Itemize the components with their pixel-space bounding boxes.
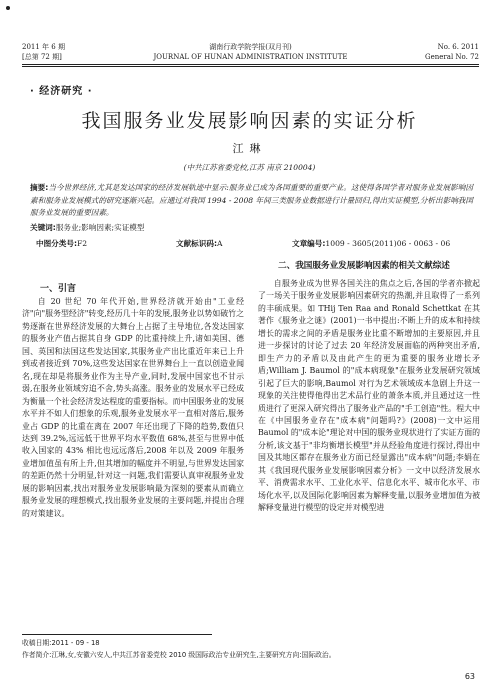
footnote-rule [22, 634, 212, 635]
keywords [30, 222, 473, 234]
body-paragraph: 自服务业成为世界各国关注的焦点之后,各国的学者亦掀起了一场关于服务业发展影响因素研究的热潮,并且取得了一系列的丰硕成果。如 THij Ten Raa and Ronald Schettkat 在其著作《服务业之谜》(2001)一书中提出:不断上升的成本和持续增长的需求之间的矛盾是服务业比重不断增加的主要原因,并且进一步探讨的讨论了过去 20 年经济发展面临的两种突出矛盾,即生产力的矛盾以及由此产生的更为重要的服务业增长矛盾;William J. Baumol 的"成本病现象"在服务业发展研究领域引起了巨大的影响,Baumol 对行为艺术领域成本急剧上升这一现象的关注使得他得出艺术品行业的萧条本质,并且通过这一性质进行了更深入研究得出了服务业产品的"手工创造"性。程大中在《中国服务业存在"成本病"问题吗?》(2008)一文中运用 Baumol 的"成本论"理论对中国的服务业现状进行了实证方面的分析,该文基于"非均衡增长模型"并从经验角度进行探讨,得出中国及其地区都存在服务业方面已经显露出"成本病"问题;李娟在其《我国现代服务业发展影响因素分析》一文中以经济发展水平、消费需求水平、工业化水平、信息化水平、城市化水平、市场化水平,以及国际化影响因素为解释变量,以服务业增加值为被解释变量进行模型的设定并对模型进 [258, 279, 480, 513]
journal-name-en: JOURNAL OF HUNAN ADMINISTRATION INSTITUTE [153, 53, 348, 61]
received-date: 收稿日期:2011 - 09 - 18 [22, 639, 100, 647]
issue-number: 2011 年 6 期 [22, 43, 65, 51]
running-header [22, 42, 479, 64]
section-heading-intro: 一、引言 [40, 284, 77, 294]
abstract-text: 当今世界经济,尤其是发达国家的经济发展轨迹中显示:服务业已成为各国重要的重要产业。这使得各国学者对服务业发展影响因素和服务业发展模式的研究逐渐兴起。应通过对我国 1994 - 2008 年间三类服务业数据进行计量回归,得出实证模型,分析出影响我国服务业发展的重要因素。 [30, 183, 473, 218]
corner-dot [6, 6, 10, 10]
section-tag: · 经济研究 · [30, 86, 93, 97]
abstract-label: 摘要: [30, 183, 49, 192]
section-heading-review: 二、我国服务业发展影响因素的相关文献综述 [278, 261, 450, 271]
clc-label: 中图分类号: [36, 239, 78, 248]
keywords-label: 关键词: [30, 223, 56, 232]
body-paragraph: 自 20 世纪 70 年代开始,世界经济就开始由"工业经济"向"服务型经济"转变,经历几十年的发展,服务业以势如破竹之势逐渐在世界经济发展的大舞台上占据了主导地位,各发达国家的服务业产值占据其自身 GDP 的比重持续上升,诸如美国、德国、英国和法国这些发达国家,其服务业产出比重近年来已上升到或者接近到 70%,这些发达国家在世界舞台上一直以创造业闻名,现在却是将服务业作为主导产业,同时,发展中国家也不甘示弱,在服务业领域穷追不舍,势头高涨。服务业的发展水平已经成为衡量一个社会经济发达程度的重要指标。而中国服务业的发展水平并不如人们想象的乐观,服务业发展水平一直相对落后,服务业占 GDP 的比重在离在 2007 年还出现了下降的趋势,数值只达到 39.2%,远远低于世界平均水平数值 68%,甚至与世界中低收入国家的 43% 相比也远远落后,2008 年以及 2009 年服务业增加值虽有所上升,但其增加的幅度并不明显,与世界发达国家的差距仍然十分明显,针对这一问题,我们需要认真审视服务业发展的影响因素,找出对服务业发展影响最为深刻的要素从而确立服务业发展的理想模式,找出服务业发展的主要问题,并提出合理的对策建议。 [22, 297, 244, 518]
journal-name-cn: 湖南行政学院学报(双月刊) [209, 43, 292, 51]
article-title: 我国服务业发展影响因素的实证分析 [81, 110, 418, 132]
abstract [30, 182, 473, 220]
doc-code-info [176, 238, 223, 250]
right-column [258, 278, 480, 515]
header-rule [22, 64, 479, 65]
issue-total-en: General No. 72 [425, 53, 479, 61]
keywords-text: 服务业;影响因素;实证模型 [55, 223, 145, 232]
doc-code-value: A [217, 239, 223, 248]
left-column [22, 296, 244, 520]
article-number-info [292, 238, 450, 250]
author-affiliation: (中共江苏省委党校,江苏 南京 210004) [183, 163, 316, 172]
author-bio: 作者简介:江琳,女,安徽六安人,中共江苏省委党校 2010 级国际政治专业研究生,主要研究方向:国际政治。 [22, 651, 336, 659]
issue-total: [总第 72 期] [22, 53, 62, 61]
article-number-label: 文章编号: [292, 239, 326, 248]
clc-info [36, 238, 87, 250]
article-number-value: 1009 - 3605(2011)06 - 0063 - 06 [325, 239, 451, 248]
page-number: 63 [464, 672, 475, 681]
doc-code-label: 文献标识码: [176, 239, 218, 248]
issue-number-en: No. 6. 2011 [437, 43, 479, 51]
author-name: 江琳 [232, 142, 267, 155]
clc-value: F2 [77, 239, 88, 248]
journal-name [22, 42, 479, 62]
issue-info-en [425, 42, 479, 62]
header-rule-thin [22, 66, 479, 67]
